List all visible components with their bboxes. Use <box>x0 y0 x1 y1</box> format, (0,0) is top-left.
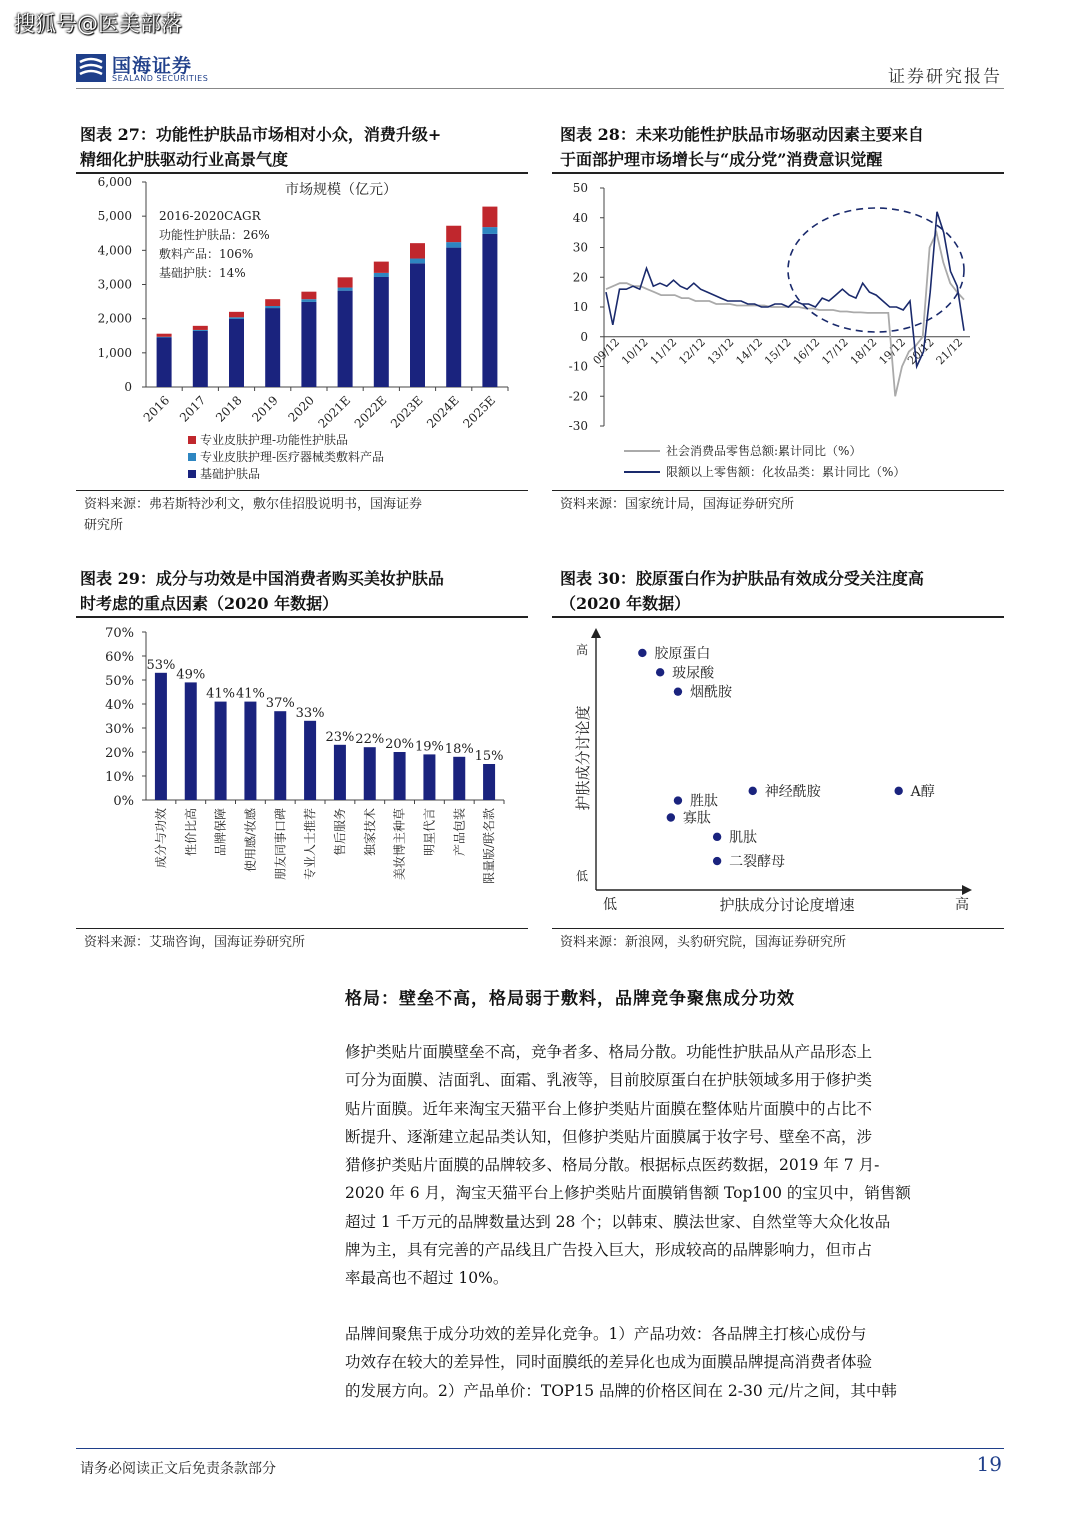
fig29-value-label: 53% <box>146 657 176 673</box>
fig30-point <box>713 833 721 841</box>
fig30-x-high-label: 高 <box>955 897 969 913</box>
fig30-x-axis-arrow-icon <box>962 885 972 895</box>
fig30-x-low-label: 低 <box>603 897 617 913</box>
fig30-point-label: 烟酰胺 <box>689 684 732 701</box>
fig28-y-tick-label: -30 <box>568 419 588 433</box>
fig28-series-retail-line <box>606 233 964 397</box>
logo-english-name: SEALAND SECURITIES <box>112 74 209 83</box>
fig29-x-tick-label: 独家技术 <box>362 808 377 857</box>
fig28-x-tick-label: 19/12 <box>876 335 909 368</box>
fig27-bar-segment <box>265 308 280 387</box>
fig29-bar <box>215 702 227 800</box>
fig27-bar-segment <box>482 234 497 387</box>
fig30-point <box>667 813 675 821</box>
fig27-bar-segment <box>229 317 244 319</box>
footer-disclaimer: 请务必阅读正文后免责条款部分 <box>80 1461 276 1477</box>
fig27-x-tick-label: 2019 <box>249 393 281 425</box>
fig27-bar-segment <box>374 262 389 273</box>
fig29-bar <box>364 747 376 800</box>
fig28-x-tick-label: 10/12 <box>619 335 651 368</box>
fig30-point <box>894 787 902 795</box>
fig28-x-tick-label: 21/12 <box>933 335 966 368</box>
fig29-title-line2: 时考虑的重点因素（2020 年数据） <box>80 594 339 613</box>
fig29-y-tick-label: 20% <box>105 746 134 761</box>
fig30-point <box>674 687 682 695</box>
fig29-x-tick-label: 成分与功效 <box>153 808 168 869</box>
fig27-bar-segment <box>193 326 208 330</box>
fig29-value-label: 23% <box>325 729 355 745</box>
fig28-x-tick-label: 17/12 <box>819 335 851 368</box>
fig29-title <box>80 566 530 616</box>
fig28-x-tick-label: 14/12 <box>733 335 766 368</box>
fig27-x-tick-label: 2016 <box>140 393 173 425</box>
fig28-x-tick-label: 16/12 <box>790 335 823 368</box>
fig28-y-tick-label: -20 <box>568 389 588 404</box>
fig30-point <box>656 668 664 676</box>
fig27-bar-segment <box>410 263 425 387</box>
fig27-bar-segment <box>265 306 280 308</box>
fig28-y-tick-label: 10 <box>572 300 588 314</box>
fig28-bottom-rule <box>552 490 1004 491</box>
fig30-y-axis-title: 护肤成分讨论度 <box>574 705 592 811</box>
fig27-source-line2: 研究所 <box>84 518 124 533</box>
fig30-y-axis-arrow-icon <box>591 628 601 638</box>
fig27-bottom-rule <box>76 490 528 491</box>
fig27-bar-segment <box>374 273 389 277</box>
fig28-source: 资料来源：国家统计局，国海证券研究所 <box>560 497 795 512</box>
fig28-x-tick-label: 12/12 <box>676 335 708 368</box>
paragraph-2-line: 品牌间聚焦于成分功效的差异化竞争。1）产品功效：各品牌主打核心成份与 <box>345 1325 867 1343</box>
fig30-point <box>674 796 682 804</box>
fig27-bar-segment <box>229 312 244 317</box>
fig27-cagr-annotation: 2016-2020CAGR <box>159 209 261 223</box>
fig28-x-tick-label: 20/12 <box>905 335 937 368</box>
fig30-title-line1: 图表 30：胶原蛋白作为护肤品有效成分受关注度高 <box>560 569 924 588</box>
fig27-bar-segment <box>301 302 316 387</box>
fig27-bar-segment <box>446 226 461 242</box>
fig29-value-label: 37% <box>265 696 295 712</box>
fig27-x-tick-label: 2021E <box>315 393 354 431</box>
fig28-y-tick-label: 40 <box>572 210 588 225</box>
fig29-value-label: 19% <box>414 739 444 755</box>
fig27-title <box>80 122 530 172</box>
fig30-point-label: 胜肽 <box>689 793 718 810</box>
report-type-label: 证券研究报告 <box>888 67 1002 87</box>
paragraph-2-line: 的发展方向。2）产品单价：TOP15 品牌的价格区间在 2-30 元/片之间，其中韩 <box>345 1381 897 1400</box>
fig27-x-tick-label: 2018 <box>213 393 245 425</box>
fig30-chart <box>552 618 1004 928</box>
paragraph-1-line: 2020 年 6 月，淘宝天猫平台上修护类贴片面膜销售额 Top100 的宝贝中，销售额 <box>345 1184 911 1203</box>
fig27-bar-segment <box>157 337 172 338</box>
fig29-y-tick-label: 50% <box>105 674 134 689</box>
fig30-point-label: 胶原蛋白 <box>654 645 711 662</box>
fig28-legend-label: 社会消费品零售总额:累计同比（%） <box>666 444 862 458</box>
fig30-point-label: 神经酰胺 <box>764 783 821 800</box>
fig29-bar <box>304 721 316 800</box>
fig29-value-label: 22% <box>355 732 385 748</box>
fig29-x-tick-label: 明星代言 <box>422 808 437 857</box>
fig28-title-line2: 于面部护理市场增长与“成分党”消费意识觉醒 <box>560 150 883 169</box>
fig27-x-tick-label: 2023E <box>387 393 426 431</box>
fig27-cagr-annotation: 敷料产品：106% <box>159 247 254 261</box>
fig28-y-tick-label: 0 <box>580 329 588 344</box>
fig29-bar <box>334 745 346 800</box>
fig27-legend-swatch <box>188 470 196 478</box>
fig27-y-tick-label: 2,000 <box>97 311 132 326</box>
fig27-cagr-annotation: 基础护肤：14% <box>159 266 246 280</box>
fig29-bar <box>244 702 256 800</box>
fig27-bar-segment <box>446 242 461 247</box>
fig28-chart <box>552 174 1004 490</box>
fig30-point-label: 二裂酵母 <box>729 854 786 871</box>
fig30-point-label: 玻尿酸 <box>672 665 715 682</box>
fig30-point <box>638 649 646 657</box>
fig27-x-tick-label: 2022E <box>351 393 390 431</box>
paragraph-1-line: 断提升、逐渐建立起品类认知，但修护类贴片面膜属于妆字号、壁垒不高，涉 <box>345 1127 873 1146</box>
fig27-bar-segment <box>410 259 425 264</box>
fig29-value-label: 20% <box>385 737 415 752</box>
fig29-value-label: 33% <box>295 705 325 721</box>
fig27-bar-segment <box>446 248 461 387</box>
fig30-title-line2: （2020 年数据） <box>560 594 691 613</box>
fig27-bar-segment <box>193 330 208 331</box>
fig30-bottom-rule <box>552 928 1004 929</box>
fig29-bar <box>483 764 495 800</box>
fig28-legend-label: 限额以上零售额：化妆品类：累计同比（%） <box>666 465 906 479</box>
fig30-point <box>749 787 757 795</box>
fig27-y-tick-label: 6,000 <box>97 175 132 189</box>
fig29-bar <box>155 673 167 800</box>
fig30-y-high-label: 高 <box>575 643 589 657</box>
fig27-legend-label: 专业皮肤护理-医疗器械类敷料产品 <box>200 450 385 464</box>
fig28-x-tick-label: 09/12 <box>590 335 623 368</box>
paragraph-1-line: 超过 1 千万元的品牌数量达到 28 个；以韩束、膜法世家、自然堂等大众化妆品 <box>345 1212 891 1231</box>
fig27-x-tick-label: 2024E <box>424 393 462 431</box>
footer-divider <box>76 1448 1004 1449</box>
fig29-x-tick-label: 专业人士推荐 <box>303 808 318 881</box>
fig29-y-tick-label: 30% <box>105 722 134 737</box>
paragraph-1-line: 牌为主，具有完善的产品线且广告投入巨大，形成较高的品牌影响力，但市占 <box>345 1241 873 1260</box>
fig29-y-tick-label: 10% <box>105 770 134 785</box>
fig29-title-line1: 图表 29：成分与功效是中国消费者购买美妆护肤品 <box>80 569 444 588</box>
fig27-bar-segment <box>193 331 208 387</box>
fig27-y-tick-label: 3,000 <box>97 277 132 292</box>
fig29-bar <box>185 682 197 800</box>
fig29-bar <box>423 754 435 800</box>
fig29-x-tick-label: 性价比高 <box>183 808 198 857</box>
sealand-logo-icon <box>76 54 106 82</box>
fig27-legend-swatch <box>188 453 196 461</box>
fig27-cagr-annotation: 功能性护肤品：26% <box>159 228 270 242</box>
fig27-bar-segment <box>338 277 353 287</box>
fig27-chart <box>76 174 528 490</box>
fig27-legend-swatch <box>188 436 196 444</box>
paragraph-2-line: 功效存在较大的差异性，同时面膜纸的差异化也成为面膜品牌提高消费者体验 <box>345 1353 873 1372</box>
fig28-y-tick-label: 30 <box>572 240 588 255</box>
fig28-title-line1: 图表 28：未来功能性护肤品市场驱动因素主要来自 <box>560 125 924 144</box>
watermark-text: 搜狐号@医美部落 <box>14 12 182 36</box>
fig27-chart-title: 市场规模（亿元） <box>285 182 397 198</box>
fig27-source <box>84 494 524 536</box>
fig29-x-tick-label: 美妆博主种草 <box>392 808 407 881</box>
paragraph-1-line: 率最高也不超过 10%。 <box>345 1269 509 1288</box>
fig29-x-tick-label: 产品包装 <box>452 808 467 857</box>
fig27-legend-label: 专业皮肤护理-功能性护肤品 <box>200 433 349 447</box>
fig30-point-label: 肌肽 <box>729 829 758 846</box>
fig29-value-label: 49% <box>176 667 206 683</box>
fig27-bar-segment <box>482 227 497 234</box>
fig27-title-line2: 精细化护肤驱动行业高景气度 <box>80 150 289 169</box>
fig28-x-tick-label: 11/12 <box>647 335 680 368</box>
fig28-y-tick-label: 50 <box>572 181 588 195</box>
fig29-x-tick-label: 使用感/妆感 <box>243 808 258 873</box>
fig28-y-tick-label: 20 <box>572 270 588 285</box>
paragraph-1-line: 贴片面膜。近年来淘宝天猫平台上修护类贴片面膜在整体贴片面膜中的占比不 <box>345 1099 873 1118</box>
fig27-source-line1: 资料来源：弗若斯特沙利文，敷尔佳招股说明书，国海证券 <box>84 497 423 512</box>
fig29-value-label: 41% <box>206 686 236 702</box>
fig27-bar-segment <box>229 319 244 387</box>
fig29-value-label: 18% <box>444 741 474 757</box>
fig29-x-tick-label: 品牌保障 <box>213 808 228 857</box>
fig27-y-tick-label: 5,000 <box>97 209 132 224</box>
fig27-x-tick-label: 2017 <box>176 393 209 425</box>
fig27-bar-segment <box>410 243 425 258</box>
fig27-y-tick-label: 1,000 <box>97 345 132 360</box>
fig29-y-tick-label: 60% <box>105 650 134 665</box>
fig30-x-axis-title: 护肤成分讨论度增速 <box>719 896 855 914</box>
fig27-title-line1: 图表 27：功能性护肤品市场相对小众，消费升级+ <box>80 125 442 144</box>
fig29-bar <box>394 752 406 800</box>
fig27-bar-segment <box>157 334 172 337</box>
paragraph-1-line: 猎修护类贴片面膜的品牌较多、格局分散。根据标点医药数据，2019 年 7 月- <box>345 1156 880 1175</box>
fig28-x-tick-label: 15/12 <box>762 335 794 368</box>
paragraph-1 <box>345 1038 1005 1293</box>
paragraph-2 <box>345 1320 1005 1405</box>
fig30-point-label: A醇 <box>910 783 935 800</box>
fig28-x-tick-label: 13/12 <box>704 335 737 368</box>
fig27-bar-segment <box>157 337 172 387</box>
page-number: 19 <box>976 1452 1002 1476</box>
fig27-y-tick-label: 4,000 <box>97 243 132 258</box>
fig29-value-label: 15% <box>474 749 504 764</box>
fig27-bar-segment <box>482 207 497 228</box>
paragraph-1-line: 可分为面膜、洁面乳、面霜、乳液等，目前胶原蛋白在护肤领域多用于修护类 <box>345 1071 873 1090</box>
fig27-legend-label: 基础护肤品 <box>200 467 261 481</box>
fig28-title <box>560 122 1010 172</box>
fig29-y-tick-label: 70% <box>105 626 134 641</box>
fig29-y-tick-label: 0% <box>113 794 134 809</box>
fig29-bottom-rule <box>76 928 528 929</box>
fig27-bar-segment <box>301 292 316 300</box>
fig29-bar <box>274 711 286 800</box>
fig29-x-tick-label: 限量版/联名款 <box>482 808 497 885</box>
fig29-source: 资料来源：艾瑞咨询，国海证券研究所 <box>84 935 306 950</box>
fig29-chart <box>76 618 528 928</box>
logo-chinese-name: 国海证券 <box>112 55 193 77</box>
fig30-title <box>560 566 1010 616</box>
fig27-y-tick-label: 0 <box>124 380 132 394</box>
fig29-x-tick-label: 朋友同事口碑 <box>273 808 288 881</box>
fig27-x-tick-label: 2020 <box>285 393 318 425</box>
section-heading: 格局：壁垒不高，格局弱于敷料，品牌竞争聚焦成分功效 <box>345 989 795 1009</box>
fig27-bar-segment <box>338 291 353 387</box>
fig30-source: 资料来源：新浪网，头豹研究院，国海证券研究所 <box>560 935 847 950</box>
fig27-bar-segment <box>338 288 353 291</box>
fig30-point-label: 寡肽 <box>682 810 711 827</box>
fig27-bar-segment <box>265 299 280 306</box>
paragraph-1-line: 修护类贴片面膜壁垒不高，竞争者多、格局分散。功能性护肤品从产品形态上 <box>345 1043 873 1061</box>
header-divider <box>76 88 1004 89</box>
fig27-bar-segment <box>374 277 389 387</box>
fig30-y-low-label: 低 <box>575 869 589 883</box>
fig29-x-tick-label: 售后服务 <box>332 808 347 857</box>
fig28-y-tick-label: -10 <box>568 359 588 374</box>
fig29-bar <box>453 757 465 800</box>
fig30-point <box>713 857 721 865</box>
fig29-value-label: 41% <box>235 686 265 702</box>
fig27-bar-segment <box>301 299 316 302</box>
fig29-y-tick-label: 40% <box>105 698 134 713</box>
fig27-x-tick-label: 2025E <box>460 393 499 431</box>
fig28-x-tick-label: 18/12 <box>847 335 880 368</box>
